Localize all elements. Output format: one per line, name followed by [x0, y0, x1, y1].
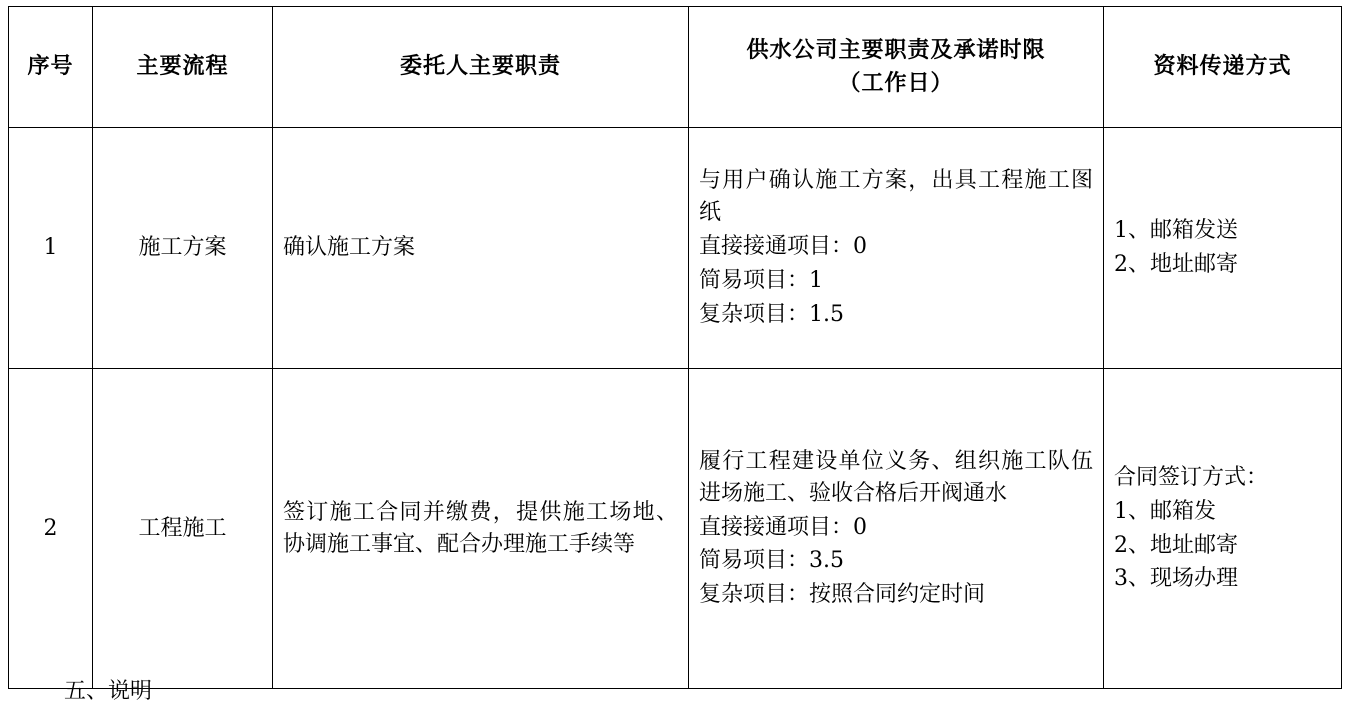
- header-cell-flow: 主要流程: [93, 7, 273, 128]
- row-duty: [273, 369, 689, 689]
- delivery-line: 3、现场办理: [1114, 566, 1238, 592]
- row-seq: 2: [9, 369, 93, 689]
- water-line: 直接接通项目：0: [699, 514, 867, 540]
- water-line: 复杂项目：1.5: [699, 301, 844, 327]
- delivery-line: 1、邮箱发: [1114, 498, 1216, 524]
- header-water-line-1: 供水公司主要职责及承诺时限: [746, 37, 1046, 63]
- delivery-line: 合同签订方式：: [1114, 464, 1269, 490]
- table-row: [9, 128, 1342, 369]
- row-water-duty: [689, 128, 1104, 369]
- water-line: 复杂项目：按照合同约定时间: [699, 582, 986, 608]
- row-flow: 工程施工: [93, 369, 273, 689]
- table-header-row: [9, 7, 1342, 128]
- header-cell-duty: 委托人主要职责: [273, 7, 689, 128]
- header-water-line-2: （工作日）: [838, 70, 954, 96]
- water-line: 简易项目：3.5: [699, 548, 844, 574]
- water-line: 直接接通项目：0: [699, 234, 867, 260]
- duty-line: 签订施工合同并缴费，提供施工场地、协调施工事宜、配合办理施工手续等: [283, 499, 678, 557]
- water-line: 与用户确认施工方案，出具工程施工图纸: [699, 168, 1093, 226]
- row-water-duty: [689, 369, 1104, 689]
- water-line: 简易项目：1: [699, 267, 823, 293]
- row-flow: 施工方案: [93, 128, 273, 369]
- header-cell-water: [689, 7, 1104, 128]
- row-seq: 1: [9, 128, 93, 369]
- document-page: [0, 6, 1356, 704]
- delivery-line: 2、地址邮寄: [1114, 532, 1238, 558]
- delivery-line: 1、邮箱发送: [1114, 218, 1238, 244]
- footer-note: 五、说明: [64, 679, 153, 704]
- header-cell-seq: 序号: [9, 7, 93, 128]
- row-delivery: [1104, 369, 1342, 689]
- delivery-line: 2、地址邮寄: [1114, 252, 1238, 277]
- table-row: [9, 369, 1342, 689]
- row-delivery: [1104, 128, 1342, 369]
- water-line: 履行工程建设单位义务、组织施工队伍进场施工、验收合格后开阀通水: [699, 448, 1093, 506]
- row-duty: [273, 128, 689, 369]
- duty-line: 确认施工方案: [283, 235, 416, 261]
- header-cell-delivery: 资料传递方式: [1104, 7, 1342, 128]
- process-table: [8, 6, 1342, 689]
